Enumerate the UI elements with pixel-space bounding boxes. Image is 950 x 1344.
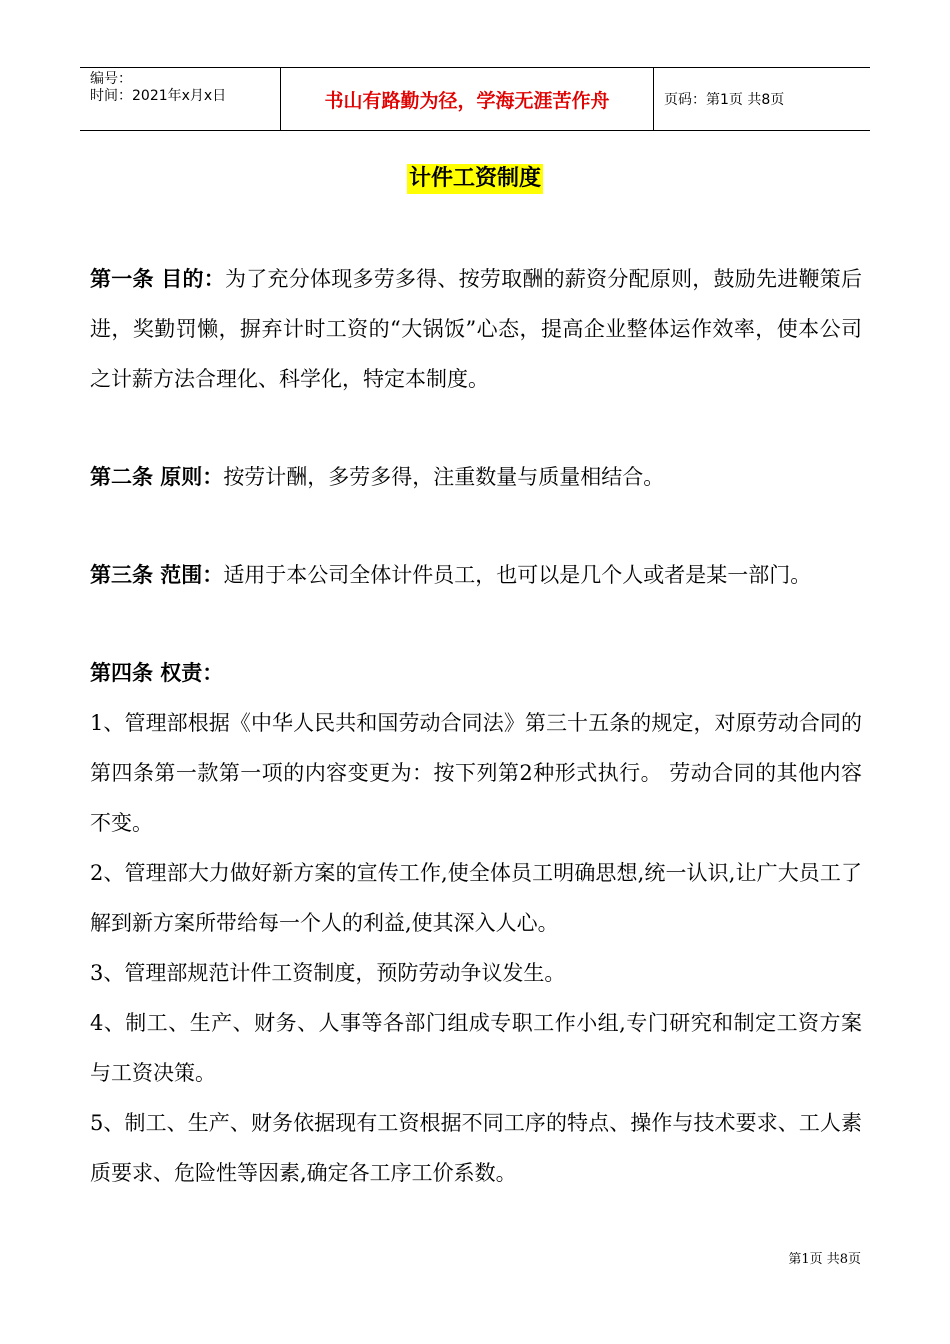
document-title: 计件工资制度 — [407, 164, 543, 194]
article-4-heading-line — [90, 648, 862, 698]
header-page-info: 页码：第1页 共8页 — [664, 92, 785, 108]
article-1-text: 为了充分体现多劳多得、按劳取酬的薪资分配原则，鼓励先进鞭策后进，奖勤罚懒，摒弃计时工资的“大锅饭”心态，提高企业整体运作效率，使本公司之计薪方法合理化、科学化，特定本制度。 — [90, 267, 862, 391]
list-item: 2、管理部大力做好新方案的宣传工作,使全体员工明确思想,统一认识,让广大员工了解到新方案所带给每一个人的利益,使其深入人心。 — [90, 861, 862, 935]
list-item: 4、制工、生产、财务、人事等各部门组成专职工作小组,专门研究和制定工资方案与工资决策。 — [90, 1011, 862, 1085]
title-container — [0, 164, 950, 194]
header-slogan: 书山有路勤为径，学海无涯苦作舟 — [281, 68, 654, 130]
article-1 — [90, 254, 862, 404]
list-item: 5、制工、生产、财务依据现有工资根据不同工序的特点、操作与技术要求、工人素质要求、危险性等因素,确定各工序工价系数。 — [90, 1111, 862, 1185]
article-1-heading: 第一条 目的： — [90, 267, 225, 291]
article-3-heading: 第三条 范围： — [90, 563, 224, 587]
list-item: 3、管理部规范计件工资制度，预防劳动争议发生。 — [90, 961, 566, 985]
footer-page-info: 第1页 共8页 — [788, 1252, 861, 1267]
article-2-text: 按劳计酬，多劳多得，注重数量与质量相结合。 — [223, 465, 665, 489]
document-number-label: 编号： — [90, 71, 132, 87]
list-item: 1、管理部根据《中华人民共和国劳动合同法》第三十五条的规定，对原劳动合同的第四条第一款第一项的内容变更为：按下列第2种形式执行。 劳动合同的其他内容不变。 — [90, 711, 862, 835]
page-header — [80, 67, 870, 131]
header-meta — [80, 68, 281, 130]
article-2-heading: 第二条 原则： — [90, 465, 224, 489]
document-body — [90, 254, 862, 1198]
article-3 — [90, 550, 862, 600]
article-4-heading: 第四条 权责： — [90, 661, 224, 685]
article-3-text: 适用于本公司全体计件员工，也可以是几个人或者是某一部门。 — [223, 563, 812, 587]
article-2 — [90, 452, 862, 502]
document-time: 时间：2021年x月x日 — [90, 88, 227, 104]
